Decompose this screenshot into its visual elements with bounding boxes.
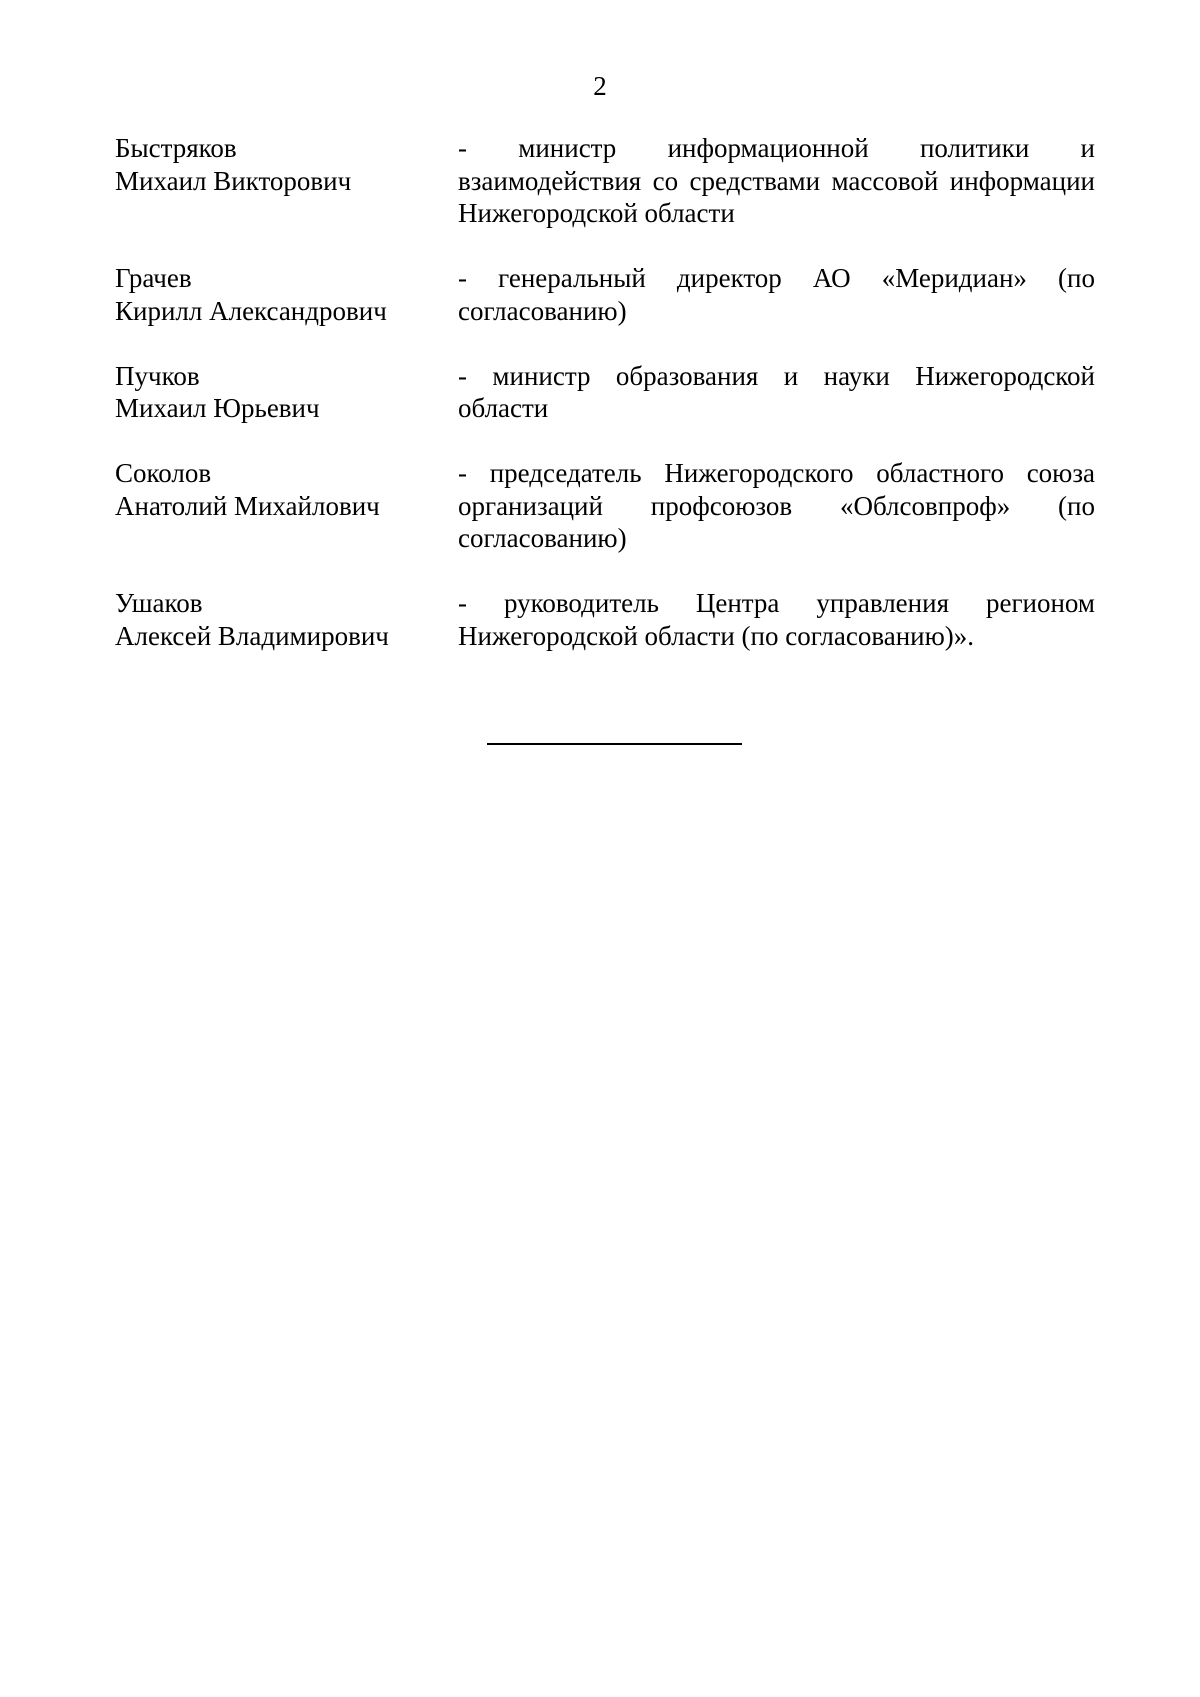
member-surname: Грачев <box>115 263 192 293</box>
end-of-document-rule <box>487 743 742 745</box>
member-position: - председатель Нижегородского областного союза организаций профсоюзов «Облсовпроф» (по согласованию) <box>458 458 1095 553</box>
member-surname: Быстряков <box>115 133 237 163</box>
member-entry <box>115 587 1095 652</box>
member-name <box>115 132 458 230</box>
member-name <box>115 457 458 555</box>
member-position: - руководитель Центра управления регионом Нижегородской области (по согласованию)». <box>458 588 1095 651</box>
member-entry <box>115 457 1095 555</box>
member-surname: Ушаков <box>115 588 203 618</box>
member-name <box>115 587 458 652</box>
member-surname: Соколов <box>115 458 212 488</box>
member-entry <box>115 262 1095 327</box>
member-entry <box>115 360 1095 425</box>
member-position: - генеральный директор АО «Меридиан» (по согласованию) <box>458 263 1095 326</box>
page-number: 2 <box>593 71 607 101</box>
member-position: - министр информационной политики и взаимодействия со средствами массовой информации Нижегородской области <box>458 133 1095 228</box>
member-given-name: Кирилл Александрович <box>115 295 387 326</box>
member-given-name: Анатолий Михайлович <box>115 490 380 521</box>
member-position: - министр образования и науки Нижегородской области <box>458 360 1095 423</box>
member-given-name: Михаил Юрьевич <box>115 393 320 423</box>
member-given-name: Алексей Владимирович <box>115 620 389 651</box>
member-list <box>115 132 1095 685</box>
member-entry <box>115 132 1095 230</box>
member-given-name: Михаил Викторович <box>115 165 352 196</box>
member-surname: Пучков <box>115 360 200 391</box>
member-name <box>115 360 458 425</box>
member-name <box>115 262 458 327</box>
